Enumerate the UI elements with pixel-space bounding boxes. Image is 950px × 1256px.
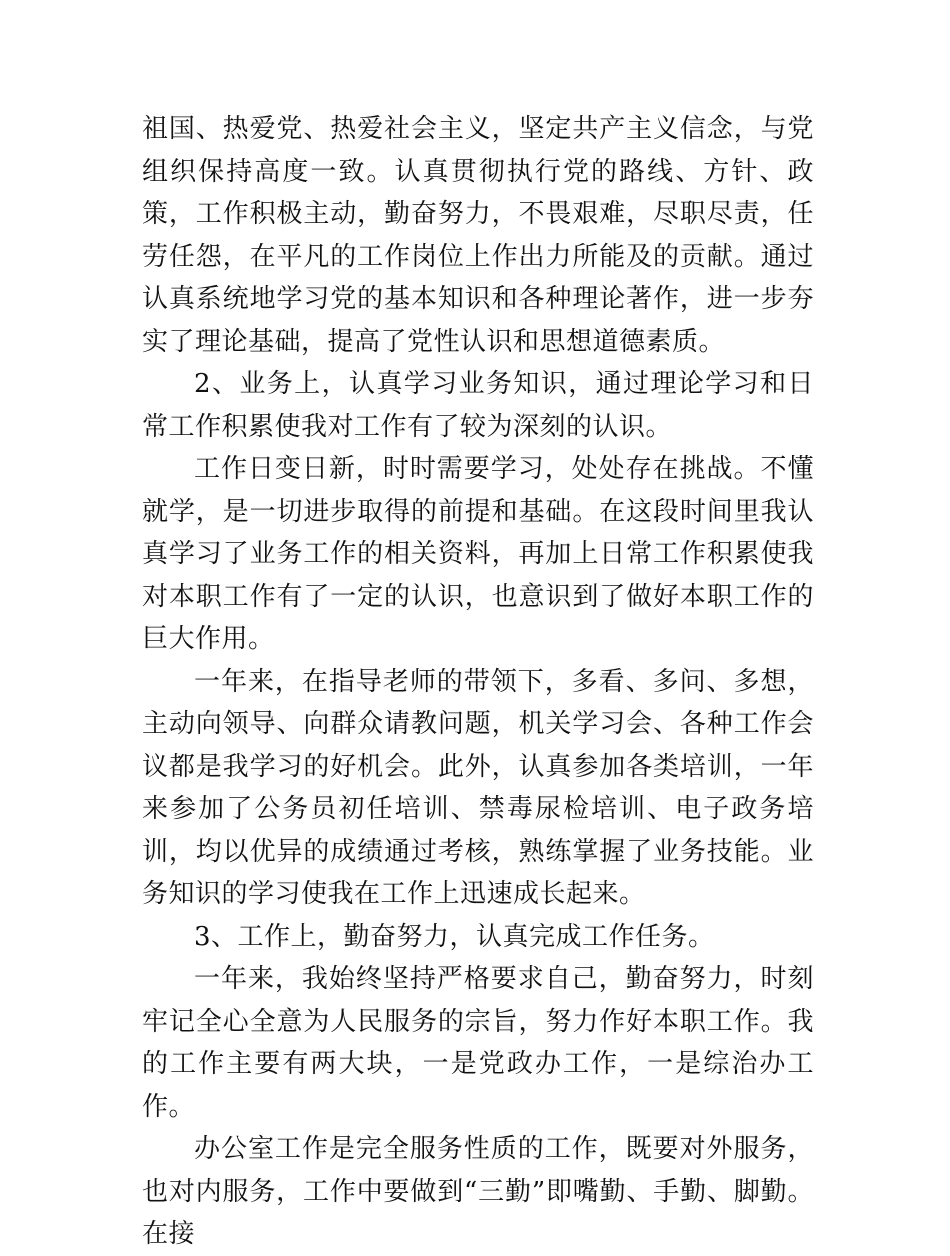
paragraph-duties: 一年来，我始终坚持严格要求自己，勤奋努力，时刻牢记全心全意为人民服务的宗旨，努力作好本职工作。我的工作主要有两大块，一是党政办工作，一是综治办工作。 bbox=[142, 964, 814, 1122]
paragraph-work-heading: 3、工作上，勤奋努力，认真完成工作任务。 bbox=[194, 921, 715, 952]
paragraph-continuation: 祖国、热爱党、热爱社会主义，坚定共产主义信念，与党组织保持高度一致。认真贯彻执行党的路线、方针、政策，工作积极主动，勤奋努力，不畏艰难，尽职尽责，任劳任怨，在平凡的工作岗位上作出力所能及的贡献。通过认真系统地学习党的基本知识和各种理论著作，进一步夯实了理论基础，提高了党性认识和思想道德素质。 bbox=[142, 114, 814, 357]
paragraph-business-heading: 2、业务上，认真学习业务知识，通过理论学习和日常工作积累使我对工作有了较为深刻的认识。 bbox=[142, 369, 814, 442]
paragraph-office-work: 办公室工作是完全服务性质的工作，既要对外服务，也对内服务，工作中要做到“三勤”即嘴勤、手勤、脚勤。 在接 bbox=[142, 1134, 814, 1249]
document-body bbox=[142, 108, 814, 1256]
paragraph-learning: 工作日变日新，时时需要学习，处处存在挑战。不懂就学，是一切进步取得的前提和基础。在这段时间里我认真学习了业务工作的相关资料，再加上日常工作积累使我对本职工作有了一定的认识，也意识到了做好本职工作的巨大作用。 bbox=[142, 454, 814, 654]
paragraph-training: 一年来，在指导老师的带领下，多看、多问、多想，主动向领导、向群众请教问题，机关学习会、各种工作会议都是我学习的好机会。此外，认真参加各类培训，一年来参加了公务员初任培训、禁毒尿检培训、电子政务培训，均以优异的成绩通过考核，熟练掌握了业务技能。业务知识的学习使我在工作上迅速成长起来。 bbox=[142, 666, 814, 909]
